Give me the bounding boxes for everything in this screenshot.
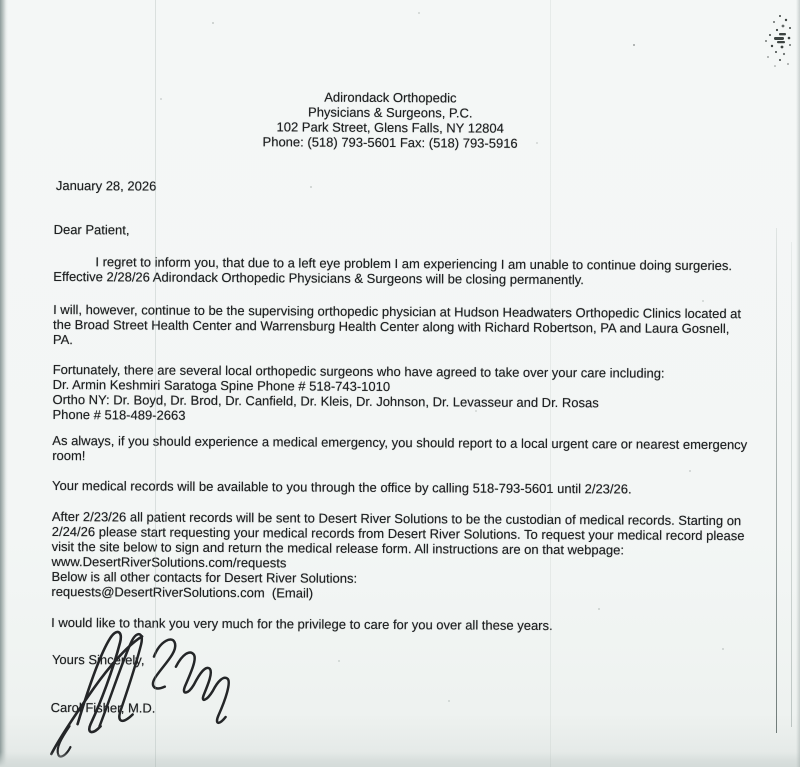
signer-name: Carol Fisher, M.D. (50, 699, 156, 716)
paper-speckles (0, 0, 2, 2)
closing-line: Yours Sincerely, (51, 651, 145, 668)
scan-streak-mid (550, 0, 551, 767)
paragraph-referral-surgeons: Fortunately, there are several local orthopedic surgeons who have agreed to take over your care including: Dr. Armin Keshmiri Saratoga Spine Phone # 518-743-1010 Ortho NY: Dr. Boyd, Dr. Brod, Dr. Canfield, Dr. Kleis, Dr. Johnson, Dr. Levasseur and Dr. Rosas Phone # 518-489-2663 (52, 361, 665, 423)
org-phone-fax: Phone: (518) 793-5601 Fax: (518) 793-5916 (262, 134, 518, 151)
paragraph-supervising-clinics: I will, however, continue to be the supervising orthopedic physician at Hudson Headwaters Orthopedic Clinics located at the Broad Street Health Center and Warrensburg Health Center along with Richard Robertson, PA and Laura Gosnell, PA. (52, 301, 742, 348)
date-line: January 28, 2026 (55, 177, 157, 194)
org-name-line1: Adirondack Orthopedic (324, 89, 457, 106)
paragraph-surgery-announcement: I regret to inform you, that due to a left eye problem I am experiencing I am unable to continue doing surgeries. Effective 2/28/26 Adirondack Orthopedic Physicians & Surgeons will be closing permanently. (53, 254, 733, 288)
left-edge-scan-shadow (0, 0, 8, 767)
scan-streak-right-2 (791, 242, 792, 727)
salutation: Dear Patient, (53, 221, 130, 238)
bottom-edge-scan-shadow (0, 752, 800, 767)
paragraph-records-availability: Your medical records will be available to you through the office by calling 518-793-5601 until 2/23/26. (51, 477, 632, 497)
signature-scrawl (41, 626, 257, 767)
org-name-line2: Physicians & Surgeons, P.C. (308, 104, 473, 121)
paragraph-thank-you: I would like to thank you very much for the privilege to care for you over all these years. (51, 614, 553, 634)
right-edge-scan-shadow (796, 0, 800, 767)
paragraph-emergency-advice: As always, if you should experience a medical emergency, you should report to a local urgent care or nearest emergency room! (52, 432, 748, 464)
scan-streak-right-1 (776, 228, 777, 733)
scan-streak-center (155, 0, 156, 767)
paragraph-records-custodian: After 2/23/26 all patient records will be sent to Desert River Solutions to be the custodian of medical records. Starting on 2/24/26 please start requesting your medical records from Desert River Solutions. To request your medical record please visit the site below to sign and return the medical release form. All instructions are on that webpage: www.DesertRiverSolutions.com/requests Below is all other contacts for Desert River Solutions: requests@DesertRiverSolutions.com (Email) (51, 508, 745, 601)
letterhead (0, 88, 790, 153)
scan-noise-patch (746, 8, 798, 74)
org-address: 102 Park Street, Glens Falls, NY 12804 (276, 119, 504, 136)
